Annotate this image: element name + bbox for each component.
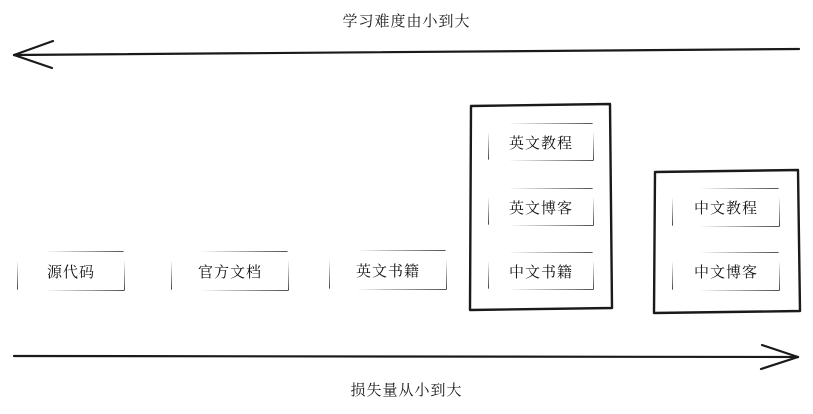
node-chinese-blog[interactable]	[673, 253, 779, 290]
top-arrow	[14, 41, 799, 68]
node-chinese-books[interactable]	[489, 253, 593, 289]
node-label: 中文书籍	[508, 263, 573, 281]
node-label: 源代码	[46, 263, 95, 281]
node-label: 英文书籍	[355, 262, 420, 280]
node-label: 中文教程	[693, 200, 758, 217]
node-english-tutorial[interactable]	[489, 124, 593, 160]
node-label: 英文博客	[508, 199, 573, 217]
node-english-books[interactable]	[330, 251, 446, 289]
bottom-axis-label: 损失量从小到大	[350, 382, 463, 399]
bottom-arrow	[14, 345, 798, 369]
node-label: 中文博客	[693, 264, 758, 281]
top-axis-label: 学习难度由小到大	[342, 13, 471, 30]
node-official-docs[interactable]	[172, 252, 288, 290]
node-label: 官方文档	[197, 263, 262, 281]
node-chinese-tutorial[interactable]	[673, 189, 779, 226]
node-label: 英文教程	[508, 134, 573, 152]
node-english-blog[interactable]	[489, 189, 593, 225]
node-source-code[interactable]	[18, 252, 124, 290]
